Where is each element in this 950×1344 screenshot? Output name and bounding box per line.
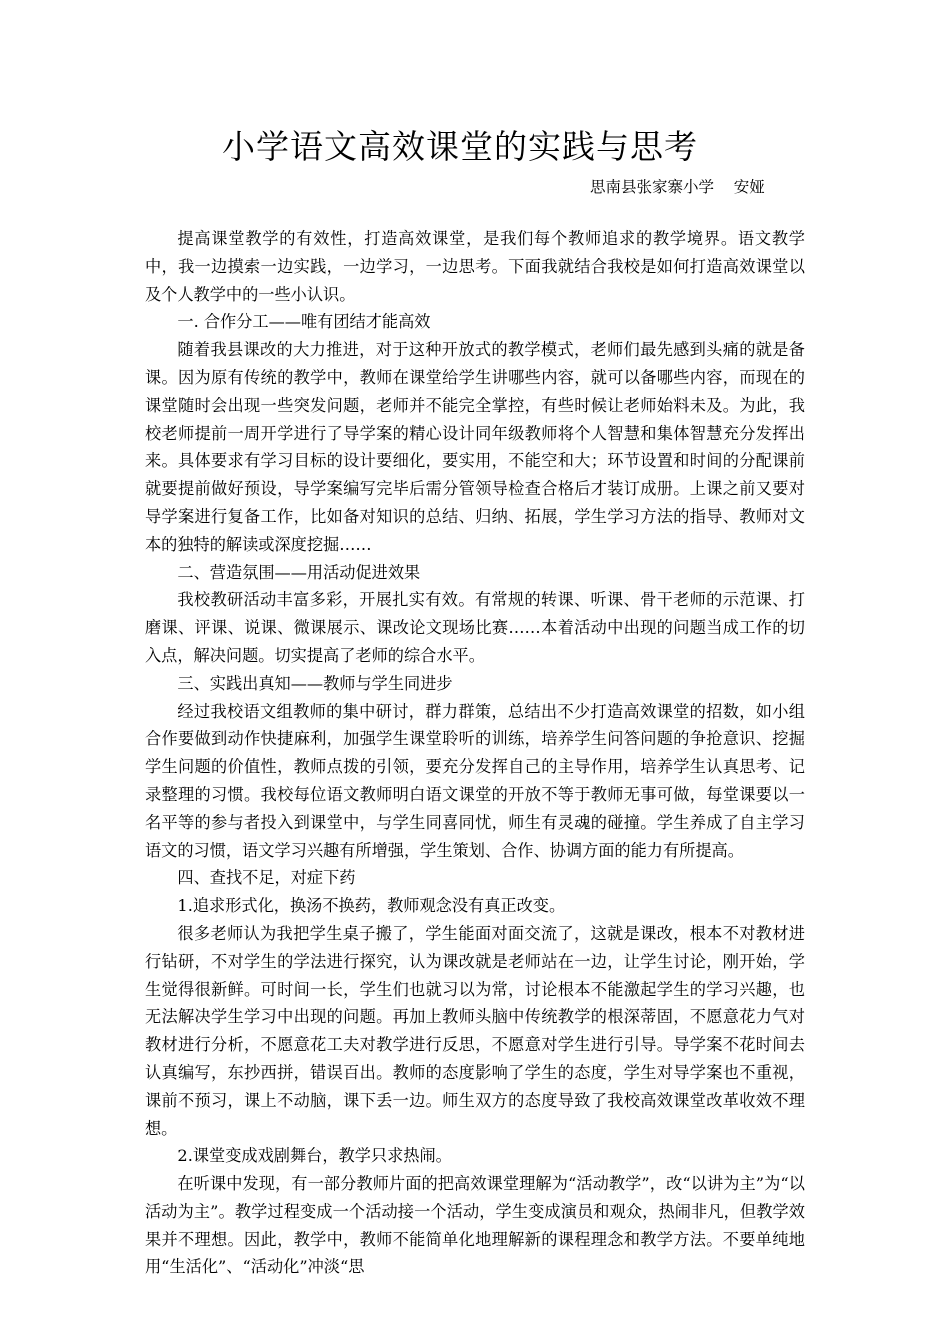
section-heading-3: 三、实践出真知——教师与学生同进步 xyxy=(177,673,453,693)
section-heading-4: 四、查找不足，对症下药 xyxy=(177,868,356,888)
body-paragraph: 很多老师认为我把学生桌子搬了，学生能面对面交流了，这就是课改，根本不对教材进行钻研，不对学生的学法进行探究，认为课改就是老师站在一边，让学生讨论，刚开始，学生觉得很新鲜。可时间一长，学生们也就习以为常，讨论根本不能激起学生的学习兴趣，也无法解决学生学习中出现的问题。再加上教师头脑中传统教学的根深蒂固，不愿意花力气对教材进行分析，不愿意花工夫对教学进行反思，不愿意对学生进行引导。导学案不花时间去认真编写，东抄西拼，错误百出。教师的态度影响了学生的态度，学生对导学案也不重视，课前不预习，课上不动脑，课下丢一边。师生双方的态度导致了我校高效课堂改革收效不理想。 xyxy=(145,923,805,1138)
document-body xyxy=(145,225,805,1281)
subsection-heading-1: 1.追求形式化，换汤不换药，教师观念没有真正改变。 xyxy=(177,896,566,916)
author-line: 思南县张家寨小学 安娅 xyxy=(590,178,765,196)
body-paragraph: 在听课中发现，有一部分教师片面的把高效课堂理解为“活动教学”，改“以讲为主”为“以活动为主”。教学过程变成一个活动接一个活动，学生变成演员和观众，热闹非凡，但教学效果并不理想。因此，教学中，教师不能简单化地理解新的课程理念和教学方法。不要单纯地用“生活化”、“活动化”冲淡“思 xyxy=(145,1174,805,1277)
body-paragraph: 随着我县课改的大力推进，对于这种开放式的教学模式，老师们最先感到头痛的就是备课。因为原有传统的教学中，教师在课堂给学生讲哪些内容，就可以备哪些内容，而现在的课堂随时会出现一些突发问题，老师并不能完全掌控，有些时候让老师始料未及。为此，我校老师提前一周开学进行了导学案的精心设计同年级教师将个人智慧和集体智慧充分发挥出来。具体要求有学习目标的设计要细化，要实用，不能空和大；环节设置和时间的分配课前就要提前做好预设，导学案编写完毕后需分管领导检查合格后才装订成册。上课之前又要对导学案进行复备工作，比如备对知识的总结、归纳、拓展，学生学习方法的指导、教师对文本的独特的解读或深度挖掘…… xyxy=(145,340,805,554)
subsection-heading-2: 2.课堂变成戏剧舞台，教学只求热闹。 xyxy=(177,1146,452,1166)
section-heading-2: 二、营造氛围——用活动促进效果 xyxy=(177,562,421,582)
body-paragraph: 经过我校语文组教师的集中研讨，群力群策，总结出不少打造高效课堂的招数，如小组合作要做到动作快捷麻利，加强学生课堂聆听的训练，培养学生问答问题的争抢意识、挖掘学生问题的价值性，教师点拨的引领，要充分发挥自己的主导作用，培养学生认真思考、记录整理的习惯。我校每位语文教师明白语文课堂的开放不等于教师无事可做，每堂课要以一名平等的参与者投入到课堂中，与学生同喜同忧，师生有灵魂的碰撞。学生养成了自主学习语文的习惯，语文学习兴趣有所增强，学生策划、合作、协调方面的能力有所提高。 xyxy=(145,701,805,860)
intro-paragraph: 提高课堂教学的有效性，打造高效课堂，是我们每个教师追求的教学境界。语文教学中，我一边摸索一边实践，一边学习，一边思考。下面我就结合我校是如何打造高效课堂以及个人教学中的一些小认识。 xyxy=(145,229,805,304)
section-heading-1: 一. 合作分工——唯有团结才能高效 xyxy=(177,312,431,332)
document-title: 小学语文高效课堂的实践与思考 xyxy=(222,127,698,166)
body-paragraph: 我校教研活动丰富多彩，开展扎实有效。有常规的转课、听课、骨干老师的示范课、打磨课、评课、说课、微课展示、课改论文现场比赛……本着活动中出现的问题当成工作的切入点，解决问题。切实提高了老师的综合水平。 xyxy=(145,590,805,665)
